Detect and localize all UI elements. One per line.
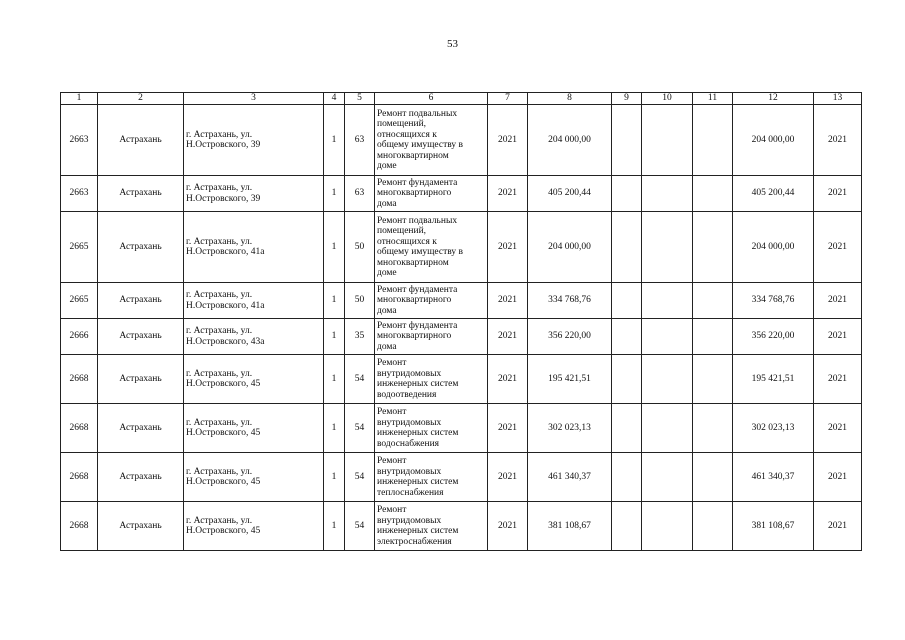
work-type-line: инженерных систем <box>377 428 459 438</box>
year-cell: 2021 <box>488 453 528 502</box>
col9-cell <box>612 105 642 176</box>
year-end-cell: 2021 <box>814 355 862 404</box>
amount-cell: 204 000,00 <box>528 212 612 283</box>
work-type-cell <box>375 212 488 283</box>
city-cell: Астрахань <box>98 319 184 355</box>
work-type-line: многоквартирного <box>377 295 452 306</box>
object-id-cell: 2668 <box>61 355 98 404</box>
year-cell: 2021 <box>488 404 528 453</box>
object-id-cell: 2668 <box>61 502 98 551</box>
col11-cell <box>693 355 733 404</box>
address-line: Н.Островского, 39 <box>186 140 261 150</box>
city-cell: Астрахань <box>98 212 184 283</box>
header-cell-9: 9 <box>612 93 642 105</box>
header-cell-7: 7 <box>488 93 528 105</box>
work-type-line: Ремонт фундамента <box>377 177 458 188</box>
address-line: г. Астрахань, ул. <box>186 326 253 336</box>
table-row <box>61 176 862 212</box>
header-cell-1: 1 <box>61 93 98 105</box>
col9-cell <box>612 404 642 453</box>
col5-cell: 50 <box>345 212 375 283</box>
city-cell: Астрахань <box>98 355 184 404</box>
col5-cell: 35 <box>345 319 375 355</box>
table-header <box>61 93 862 105</box>
address-cell <box>184 105 324 176</box>
work-type-line: внутридомовых <box>377 466 442 477</box>
col10-cell <box>642 319 693 355</box>
work-type-cell <box>375 283 488 319</box>
col10-cell <box>642 355 693 404</box>
col4-cell: 1 <box>324 355 345 404</box>
address-line: г. Астрахань, ул. <box>186 466 253 477</box>
work-type-line: помещений, <box>377 119 427 129</box>
col4-cell: 1 <box>324 283 345 319</box>
work-type-cell <box>375 355 488 404</box>
address-cell <box>184 212 324 283</box>
work-type-line: Ремонт фундамента <box>377 284 458 295</box>
city-cell: Астрахань <box>98 502 184 551</box>
address-cell <box>184 502 324 551</box>
col9-cell <box>612 502 642 551</box>
city-cell: Астрахань <box>98 176 184 212</box>
col11-cell <box>693 105 733 176</box>
work-type-line: Ремонт <box>377 358 407 368</box>
table-row <box>61 453 862 502</box>
city-cell: Астрахань <box>98 105 184 176</box>
header-cell-10: 10 <box>642 93 693 105</box>
work-type-line: внутридомовых <box>377 417 442 428</box>
header-cell-5: 5 <box>345 93 375 105</box>
object-id-cell: 2666 <box>61 319 98 355</box>
city-cell: Астрахань <box>98 404 184 453</box>
work-type-line: многоквартирном <box>377 257 449 268</box>
work-type-cell <box>375 453 488 502</box>
col9-cell <box>612 355 642 404</box>
col10-cell <box>642 176 693 212</box>
year-end-cell: 2021 <box>814 212 862 283</box>
col10-cell <box>642 453 693 502</box>
object-id-cell: 2665 <box>61 283 98 319</box>
address-line: Н.Островского, 41а <box>186 300 265 311</box>
repair-registry-table <box>60 92 862 551</box>
year-end-cell: 2021 <box>814 105 862 176</box>
work-type-line: помещений, <box>377 226 427 236</box>
col4-cell: 1 <box>324 105 345 176</box>
col11-cell <box>693 404 733 453</box>
year-end-cell: 2021 <box>814 502 862 551</box>
object-id-cell: 2665 <box>61 212 98 283</box>
address-cell <box>184 283 324 319</box>
col10-cell <box>642 502 693 551</box>
work-type-cell <box>375 404 488 453</box>
work-type-cell <box>375 319 488 355</box>
table-row <box>61 283 862 319</box>
year-end-cell: 2021 <box>814 319 862 355</box>
total-cell: 334 768,76 <box>733 283 814 319</box>
col5-cell: 63 <box>345 176 375 212</box>
address-cell <box>184 404 324 453</box>
address-cell <box>184 176 324 212</box>
col4-cell: 1 <box>324 453 345 502</box>
address-line: г. Астрахань, ул. <box>186 417 253 428</box>
work-type-line: инженерных систем <box>377 477 459 487</box>
address-line: г. Астрахань, ул. <box>186 236 253 247</box>
year-cell: 2021 <box>488 176 528 212</box>
total-cell: 381 108,67 <box>733 502 814 551</box>
amount-cell: 405 200,44 <box>528 176 612 212</box>
table-row <box>61 105 862 176</box>
header-cell-13: 13 <box>814 93 862 105</box>
amount-cell: 302 023,13 <box>528 404 612 453</box>
amount-cell: 204 000,00 <box>528 105 612 176</box>
year-cell: 2021 <box>488 105 528 176</box>
header-cell-2: 2 <box>98 93 184 105</box>
work-type-line: доме <box>377 161 397 171</box>
header-cell-12: 12 <box>733 93 814 105</box>
year-end-cell: 2021 <box>814 453 862 502</box>
work-type-line: Ремонт <box>377 456 407 466</box>
header-cell-3: 3 <box>184 93 324 105</box>
col5-cell: 50 <box>345 283 375 319</box>
col11-cell <box>693 212 733 283</box>
table-row <box>61 502 862 551</box>
col5-cell: 54 <box>345 453 375 502</box>
col9-cell <box>612 319 642 355</box>
amount-cell: 461 340,37 <box>528 453 612 502</box>
work-type-line: инженерных систем <box>377 526 459 536</box>
total-cell: 405 200,44 <box>733 176 814 212</box>
object-id-cell: 2668 <box>61 404 98 453</box>
address-line: г. Астрахань, ул. <box>186 129 253 140</box>
col10-cell <box>642 212 693 283</box>
address-cell <box>184 453 324 502</box>
col9-cell <box>612 453 642 502</box>
work-type-cell <box>375 502 488 551</box>
col9-cell <box>612 283 642 319</box>
col4-cell: 1 <box>324 212 345 283</box>
address-line: Н.Островского, 45 <box>186 477 261 487</box>
col11-cell <box>693 283 733 319</box>
address-line: Н.Островского, 39 <box>186 193 261 204</box>
year-cell: 2021 <box>488 283 528 319</box>
work-type-line: доме <box>377 268 397 278</box>
work-type-line: Ремонт подвальных <box>377 108 458 119</box>
work-type-line: теплоснабжения <box>377 487 444 498</box>
work-type-cell <box>375 176 488 212</box>
address-line: г. Астрахань, ул. <box>186 515 253 526</box>
address-cell <box>184 319 324 355</box>
work-type-line: дома <box>377 341 397 352</box>
object-id-cell: 2668 <box>61 453 98 502</box>
work-type-line: многоквартирного <box>377 188 452 199</box>
address-line: Н.Островского, 45 <box>186 526 261 536</box>
col4-cell: 1 <box>324 176 345 212</box>
work-type-line: общему имуществу в <box>377 247 464 257</box>
object-id-cell: 2663 <box>61 176 98 212</box>
col9-cell <box>612 212 642 283</box>
work-type-line: внутридомовых <box>377 515 442 526</box>
col10-cell <box>642 105 693 176</box>
col11-cell <box>693 453 733 502</box>
work-type-line: дома <box>377 198 397 209</box>
amount-cell: 195 421,51 <box>528 355 612 404</box>
total-cell: 356 220,00 <box>733 319 814 355</box>
work-type-cell <box>375 105 488 176</box>
work-type-line: Ремонт подвальных <box>377 215 458 226</box>
col11-cell <box>693 319 733 355</box>
year-end-cell: 2021 <box>814 404 862 453</box>
col9-cell <box>612 176 642 212</box>
address-line: Н.Островского, 45 <box>186 379 261 389</box>
col10-cell <box>642 404 693 453</box>
table-row <box>61 319 862 355</box>
col11-cell <box>693 502 733 551</box>
work-type-line: Ремонт <box>377 505 407 515</box>
work-type-line: относящихся к <box>377 129 437 140</box>
address-cell <box>184 355 324 404</box>
header-row <box>61 93 862 105</box>
work-type-line: водоотведения <box>377 389 437 400</box>
col4-cell: 1 <box>324 502 345 551</box>
amount-cell: 381 108,67 <box>528 502 612 551</box>
total-cell: 204 000,00 <box>733 212 814 283</box>
table-body <box>61 105 862 551</box>
address-line: г. Астрахань, ул. <box>186 290 253 300</box>
header-cell-6: 6 <box>375 93 488 105</box>
header-cell-11: 11 <box>693 93 733 105</box>
col4-cell: 1 <box>324 319 345 355</box>
year-end-cell: 2021 <box>814 176 862 212</box>
col11-cell <box>693 176 733 212</box>
work-type-line: общему имуществу в <box>377 140 464 150</box>
work-type-line: многоквартирном <box>377 150 449 161</box>
table-row <box>61 404 862 453</box>
work-type-line: внутридомовых <box>377 368 442 379</box>
year-cell: 2021 <box>488 355 528 404</box>
page-number: 53 <box>447 38 458 50</box>
work-type-line: Ремонт фундамента <box>377 320 458 331</box>
year-end-cell: 2021 <box>814 283 862 319</box>
address-line: Н.Островского, 45 <box>186 428 261 438</box>
address-line: Н.Островского, 41а <box>186 247 265 257</box>
year-cell: 2021 <box>488 319 528 355</box>
col5-cell: 54 <box>345 502 375 551</box>
address-line: Н.Островского, 43а <box>186 336 265 347</box>
year-cell: 2021 <box>488 212 528 283</box>
object-id-cell: 2663 <box>61 105 98 176</box>
work-type-line: многоквартирного <box>377 331 452 342</box>
table-row <box>61 212 862 283</box>
city-cell: Астрахань <box>98 283 184 319</box>
year-cell: 2021 <box>488 502 528 551</box>
total-cell: 461 340,37 <box>733 453 814 502</box>
total-cell: 302 023,13 <box>733 404 814 453</box>
total-cell: 195 421,51 <box>733 355 814 404</box>
work-type-line: дома <box>377 305 397 316</box>
amount-cell: 334 768,76 <box>528 283 612 319</box>
header-cell-8: 8 <box>528 93 612 105</box>
address-line: г. Астрахань, ул. <box>186 368 253 379</box>
work-type-line: Ремонт <box>377 407 407 417</box>
address-line: г. Астрахань, ул. <box>186 183 253 193</box>
amount-cell: 356 220,00 <box>528 319 612 355</box>
work-type-line: водоснабжения <box>377 438 440 449</box>
city-cell: Астрахань <box>98 453 184 502</box>
col5-cell: 54 <box>345 404 375 453</box>
table-row <box>61 355 862 404</box>
col5-cell: 54 <box>345 355 375 404</box>
work-type-line: инженерных систем <box>377 379 459 389</box>
total-cell: 204 000,00 <box>733 105 814 176</box>
col4-cell: 1 <box>324 404 345 453</box>
work-type-line: электроснабжения <box>377 536 452 547</box>
work-type-line: относящихся к <box>377 236 437 247</box>
col10-cell <box>642 283 693 319</box>
header-cell-4: 4 <box>324 93 345 105</box>
col5-cell: 63 <box>345 105 375 176</box>
